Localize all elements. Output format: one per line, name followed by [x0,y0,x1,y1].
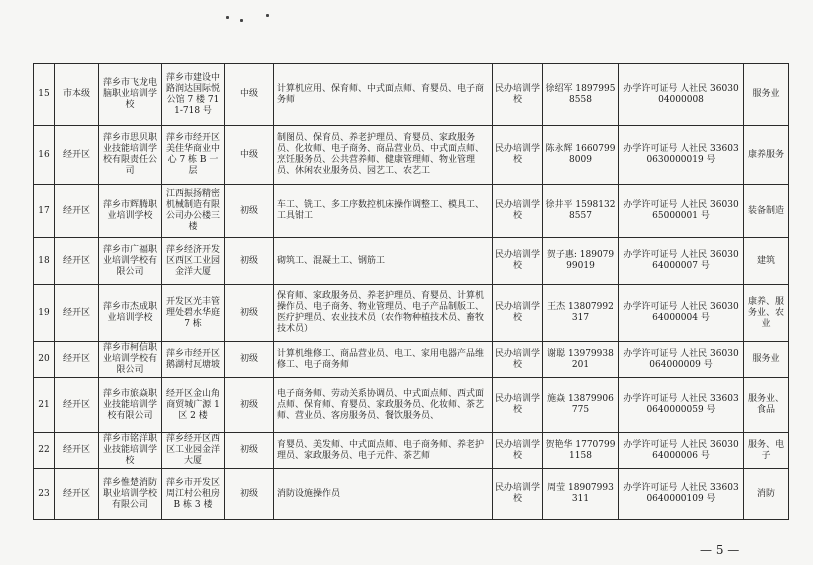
address-cell: 萍乡市开发区周江村公租房 B 栋 3 楼 [162,469,225,520]
row-number: 20 [34,342,55,378]
contact-cell: 陈永辉 16607998009 [543,126,619,185]
license-cell: 办学许可证号 人社民 3603064000007 号 [619,238,744,285]
industry-cell: 装备制造 [744,185,789,238]
row-number: 23 [34,469,55,520]
address-cell: 萍乡市经开区鹅湖村瓦塘坡 [162,342,225,378]
courses-cell: 制图员、保育员、养老护理员、育婴员、家政服务员、化妆师、电子商务、商品营业员、中式面点师、烹饪服务员、公共营养师、健康管理师、物业管理员、休闲农业服务员、园艺工、农艺工 [274,126,493,185]
school-name-cell: 萍乡市柯信职业培训学校有限公司 [99,342,162,378]
level-cell: 初级 [225,378,274,433]
contact-cell: 谢聪 13979938201 [543,342,619,378]
courses-cell: 计算机维修工、商品营业员、电工、家用电器产品维修工、电子商务师 [274,342,493,378]
table-row [34,285,789,342]
contact-cell: 施焱 13879906775 [543,378,619,433]
row-number: 21 [34,378,55,433]
table-row [34,185,789,238]
address-cell: 萍乡市建设中路润达国际悦公馆 7 楼 711-718 号 [162,64,225,126]
industry-cell: 服务业 [744,64,789,126]
table-body [34,64,789,520]
level-cell: 初级 [225,238,274,285]
courses-cell: 车工、铣工、多工序数控机床操作调整工、模具工、工具钳工 [274,185,493,238]
license-cell: 办学许可证号 人社民 336030630000019 号 [619,126,744,185]
school-type-cell: 民办培训学校 [493,238,543,285]
level-cell: 初级 [225,433,274,469]
district-cell: 经开区 [55,469,99,520]
address-cell: 经开区金山角商贸城广源 1 区 2 楼 [162,378,225,433]
row-number: 19 [34,285,55,342]
row-number: 15 [34,64,55,126]
courses-cell: 计算机应用、保育师、中式面点师、育婴员、电子商务师 [274,64,493,126]
contact-cell: 贺子惠: 18907999019 [543,238,619,285]
school-type-cell: 民办培训学校 [493,64,543,126]
school-type-cell: 民办培训学校 [493,433,543,469]
industry-cell: 建筑 [744,238,789,285]
table-row [34,433,789,469]
courses-cell: 育婴员、美发师、中式面点师、电子商务师、养老护理员、家政服务员、电子元件、茶艺师 [274,433,493,469]
contact-cell: 周莹 18907993311 [543,469,619,520]
courses-cell: 砌筑工、混凝土工、钢筋工 [274,238,493,285]
table-row [34,342,789,378]
school-name-cell: 萍乡市飞龙电脑职业培训学校 [99,64,162,126]
school-name-cell: 萍乡市思贝职业技能培训学校有限责任公司 [99,126,162,185]
contact-cell: 徐井平 15981328557 [543,185,619,238]
contact-cell: 贺艳华 17707991158 [543,433,619,469]
row-number: 22 [34,433,55,469]
address-cell: 萍乡经开区西区工业园金洋大厦 [162,433,225,469]
license-cell: 办学许可证号 人社民 3603064000006 号 [619,433,744,469]
level-cell: 初级 [225,185,274,238]
license-cell: 办学许可证号 人社民 3603004000008 [619,64,744,126]
scan-speck [226,16,229,19]
table-row [34,469,789,520]
school-registry-table [33,63,789,520]
district-cell: 经开区 [55,126,99,185]
school-name-cell: 萍乡市铭洋职业技能培训学校 [99,433,162,469]
license-cell: 办学许可证号 人社民 336030640000059 号 [619,378,744,433]
license-cell: 办学许可证号 人社民 3603065000001 号 [619,185,744,238]
industry-cell: 消防 [744,469,789,520]
page-number: — 5 — [700,543,740,557]
license-cell: 办学许可证号 人社民 336030640000109 号 [619,469,744,520]
industry-cell: 康养服务 [744,126,789,185]
school-type-cell: 民办培训学校 [493,185,543,238]
school-name-cell: 萍乡市杰成职业培训学校 [99,285,162,342]
table-row [34,64,789,126]
level-cell: 中级 [225,64,274,126]
level-cell: 初级 [225,469,274,520]
row-number: 16 [34,126,55,185]
level-cell: 初级 [225,342,274,378]
scan-speck [266,14,269,17]
scan-specks [226,12,286,22]
courses-cell: 消防设施操作员 [274,469,493,520]
courses-cell: 电子商务师、劳动关系协调员、中式面点师、西式面点师、保育师、育婴员、家政服务员、化妆师、茶艺师、营业员、客房服务员、餐饮服务员、 [274,378,493,433]
school-name-cell: 萍乡市辉腾职业培训学校 [99,185,162,238]
contact-cell: 王杰 13807992317 [543,285,619,342]
district-cell: 经开区 [55,433,99,469]
address-cell: 萍乡市经开区美佳华商业中心 7 栋 B 一层 [162,126,225,185]
district-cell: 经开区 [55,285,99,342]
row-number: 18 [34,238,55,285]
row-number: 17 [34,185,55,238]
level-cell: 中级 [225,126,274,185]
school-type-cell: 民办培训学校 [493,285,543,342]
school-name-cell: 萍乡市广福职业培训学校有限公司 [99,238,162,285]
school-type-cell: 民办培训学校 [493,126,543,185]
district-cell: 经开区 [55,378,99,433]
industry-cell: 服务业、食品 [744,378,789,433]
school-name-cell: 萍乡市旅焱职业技能培训学校有限公司 [99,378,162,433]
industry-cell: 康养、服务业、农业 [744,285,789,342]
scan-speck [240,19,243,22]
industry-cell: 服务、电子 [744,433,789,469]
courses-cell: 保育师、家政服务员、养老护理员、育婴员、计算机操作员、电子商务、物业管理员、电子产品制版工、医疗护理员、农业技术员（农作物种植技术员、畜牧技术员） [274,285,493,342]
school-type-cell: 民办培训学校 [493,378,543,433]
level-cell: 初级 [225,285,274,342]
industry-cell: 服务业 [744,342,789,378]
address-cell: 开发区光丰管理处碧水华庭 7 栋 [162,285,225,342]
address-cell: 萍乡经济开发区西区工业园金洋大厦 [162,238,225,285]
contact-cell: 徐绍军 18979958558 [543,64,619,126]
table-row [34,378,789,433]
school-name-cell: 萍乡惟楚消防职业培训学校有限公司 [99,469,162,520]
table-row [34,238,789,285]
school-type-cell: 民办培训学校 [493,469,543,520]
license-cell: 办学许可证号 人社民 36030064000009 号 [619,342,744,378]
school-type-cell: 民办培训学校 [493,342,543,378]
district-cell: 市本级 [55,64,99,126]
district-cell: 经开区 [55,185,99,238]
district-cell: 经开区 [55,342,99,378]
table-row [34,126,789,185]
license-cell: 办学许可证号 人社民 3603064000004 号 [619,285,744,342]
district-cell: 经开区 [55,238,99,285]
address-cell: 江西振扬精密机械制造有限公司办公楼三楼 [162,185,225,238]
